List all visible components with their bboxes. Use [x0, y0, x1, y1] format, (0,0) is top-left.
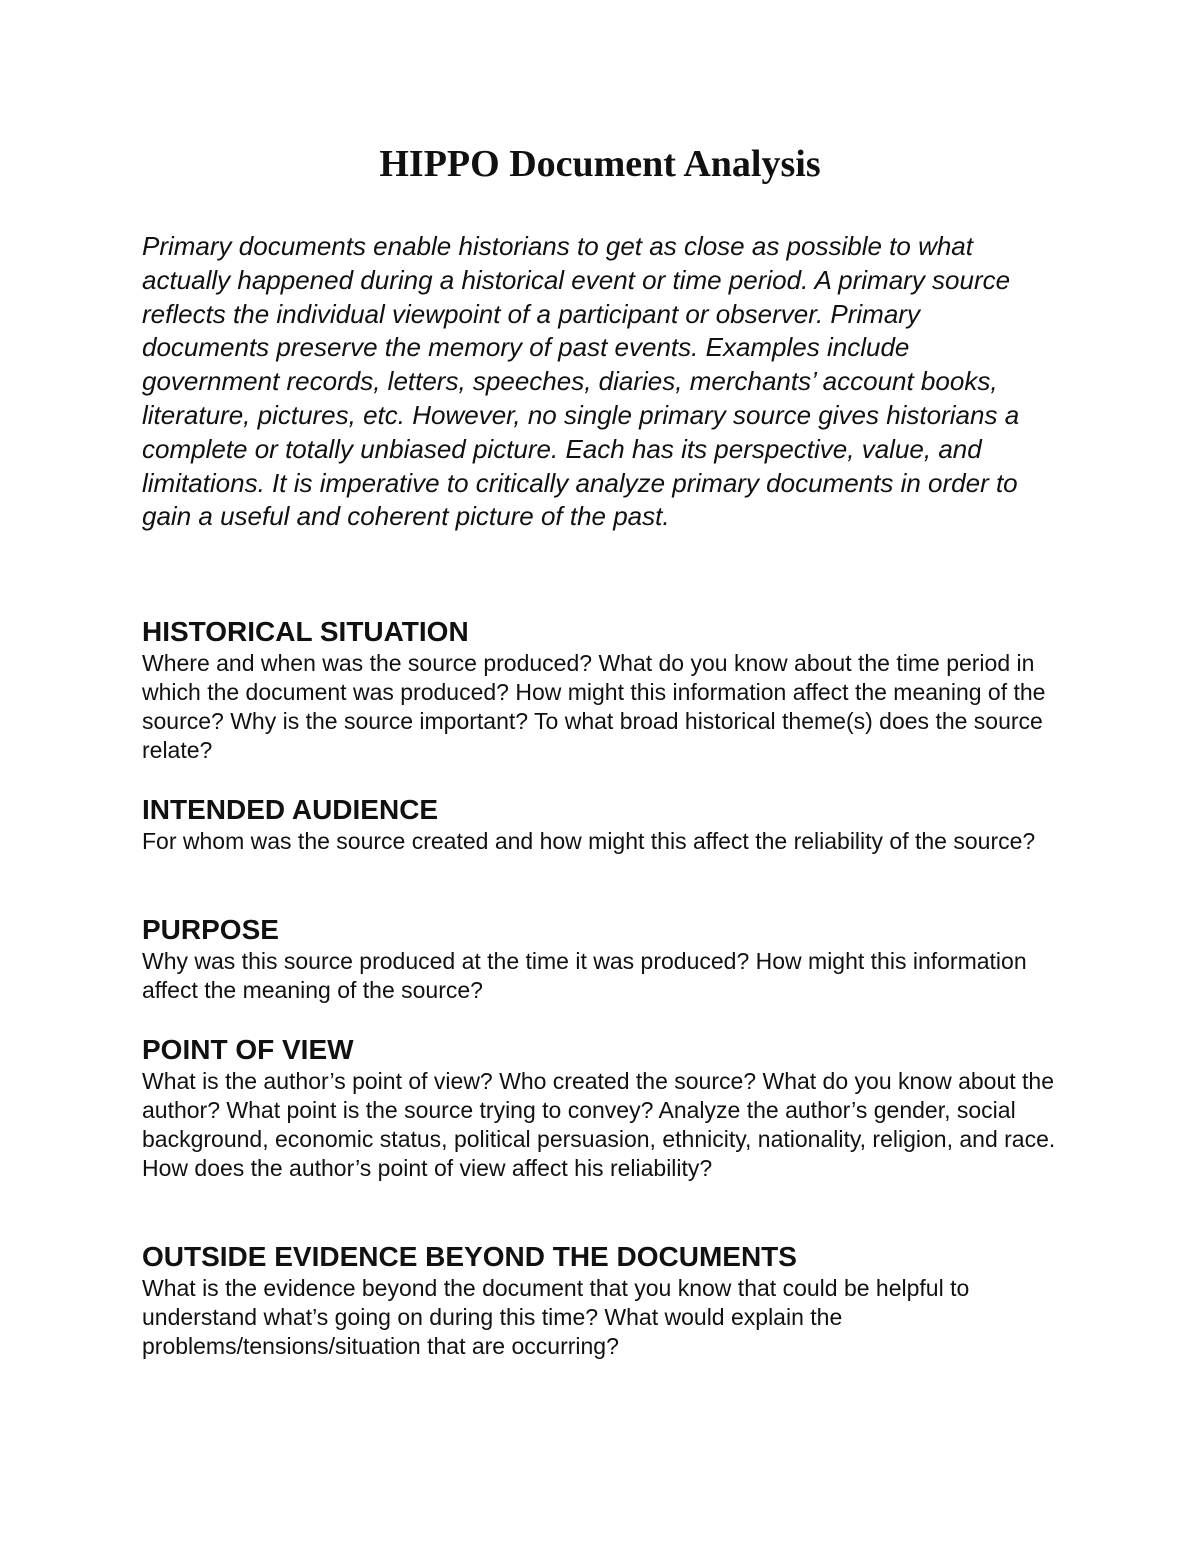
- section-body: For whom was the source created and how might this affect the reliability of the source?: [142, 828, 1036, 854]
- section-heading: INTENDED AUDIENCE: [142, 794, 439, 825]
- section-historical-situation: [142, 615, 1062, 765]
- section-heading: POINT OF VIEW: [142, 1034, 354, 1065]
- section-body: Why was this source produced at the time it was produced? How might this information affect the meaning of the source?: [142, 948, 1027, 1003]
- section-outside-evidence: [142, 1240, 1062, 1361]
- document-title: HIPPO Document Analysis: [379, 143, 821, 185]
- section-heading: PURPOSE: [142, 914, 279, 945]
- section-point-of-view: [142, 1033, 1062, 1183]
- section-purpose: [142, 913, 1062, 1005]
- section-intended-audience: [142, 793, 1062, 856]
- section-heading: OUTSIDE EVIDENCE BEYOND THE DOCUMENTS: [142, 1241, 797, 1272]
- intro-paragraph: Primary documents enable historians to get as close as possible to what actually happened during a historical event or time period. A primary source reflects the individual viewpoint of a participant or observer. Primary documents preserve the memory of past events. Examples include government records, letters, speeches, diaries, merchants’ account books, literature, pictures, etc. However, no single primary source gives historians a complete or totally unbiased picture. Each has its perspective, value, and limitations. It is imperative to critically analyze primary documents in order to gain a useful and coherent picture of the past.: [142, 231, 1020, 532]
- section-heading: HISTORICAL SITUATION: [142, 616, 469, 647]
- section-body: Where and when was the source produced? What do you know about the time period in which the document was produced? How might this information affect the meaning of the source? Why is the source important? To what broad historical theme(s) does the source relate?: [142, 650, 1046, 763]
- section-body: What is the evidence beyond the document that you know that could be helpful to understand what’s going on during this time? What would explain the problems/tensions/situation that are occurring?: [142, 1275, 970, 1359]
- section-body: What is the author’s point of view? Who created the source? What do you know about the author? What point is the source trying to convey? Analyze the author’s gender, social background, economic status, political persuasion, ethnicity, nationality, religion, and race. How does the author’s point of view affect his reliability?: [142, 1068, 1056, 1181]
